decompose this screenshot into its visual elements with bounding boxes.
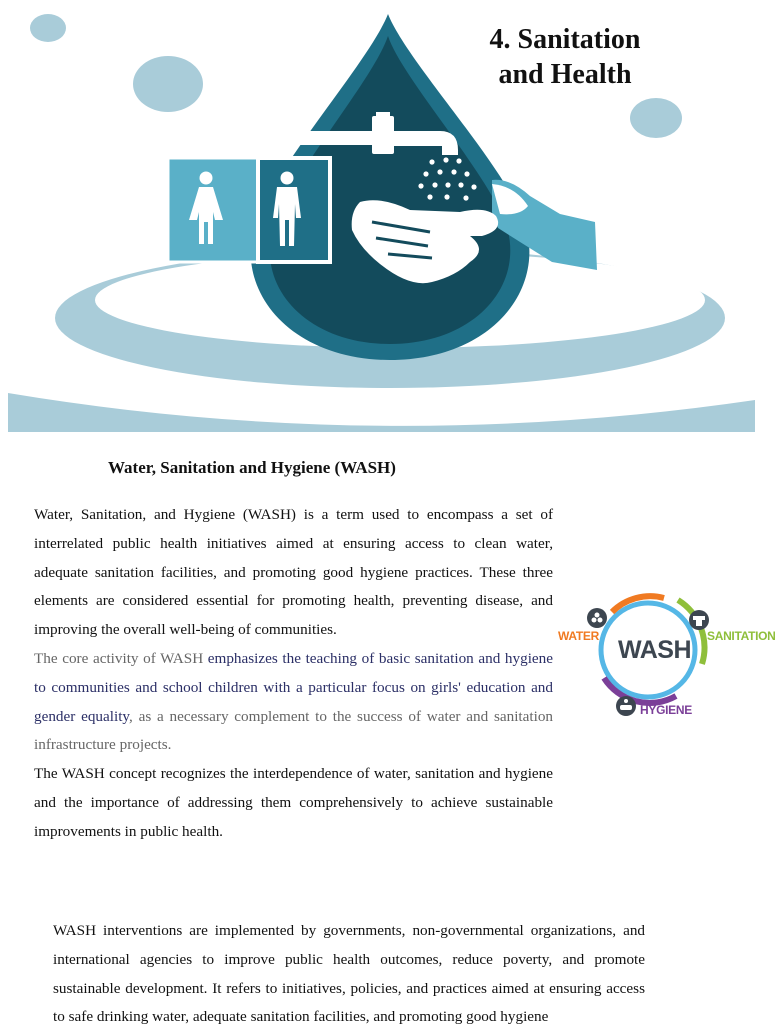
paragraph-core-tail: , as a necessary complement to the success of water and sanitation infrastructure projects. bbox=[34, 707, 554, 754]
wash-label-hygiene: HYGIENE bbox=[640, 703, 692, 717]
section-heading: Water, Sanitation and Hygiene (WASH) bbox=[108, 458, 396, 477]
paragraph-intro: Water, Sanitation, and Hygiene (WASH) is a term used to encompass a set of interrelated public health initiatives aimed at ensuring access to clean water, adequate sanitation facilities, and promoting good hygiene practices. These three elements are considered essential for promoting health, preventing disease, and improving the overall well-being of communities. bbox=[34, 506, 553, 639]
wash-label-sanitation: SANITATION bbox=[707, 629, 776, 643]
hero-illustration bbox=[0, 0, 768, 440]
paragraph-core-activity bbox=[34, 645, 553, 760]
paragraph-concept: The WASH concept recognizes the interdependence of water, sanitation and hygiene and the importance of addressing them comprehensively to achieve sustainable improvements in public health. bbox=[34, 765, 553, 840]
paragraph-core-lead: The core activity of WASH bbox=[34, 650, 208, 667]
paragraph-interventions: WASH interventions are implemented by governments, non-governmental organizations, and international agencies to improve public health outcomes, reduce poverty, and promote sustainable development. It refers to initiatives, policies, and practices aimed at ensuring access to safe drinking water, adequate sanitation facilities, and promoting good hygiene bbox=[53, 922, 645, 1026]
ground-shape bbox=[8, 393, 755, 432]
water-drops-icon bbox=[587, 608, 607, 628]
wash-label-center: WASH bbox=[618, 636, 691, 664]
page-title: 4. Sanitation and Health bbox=[489, 24, 641, 90]
bubble-small bbox=[30, 14, 66, 42]
wash-logo bbox=[552, 590, 776, 726]
bubble-medium bbox=[630, 98, 682, 138]
bubble-large bbox=[133, 56, 203, 112]
paragraph-core-highlight: emphasizes the teaching of basic sanitation and hygiene to communities and school children with a particular focus on girls' education and gender equality bbox=[34, 650, 553, 725]
wash-label-water: WATER bbox=[558, 629, 599, 643]
restroom-sign bbox=[168, 158, 330, 262]
